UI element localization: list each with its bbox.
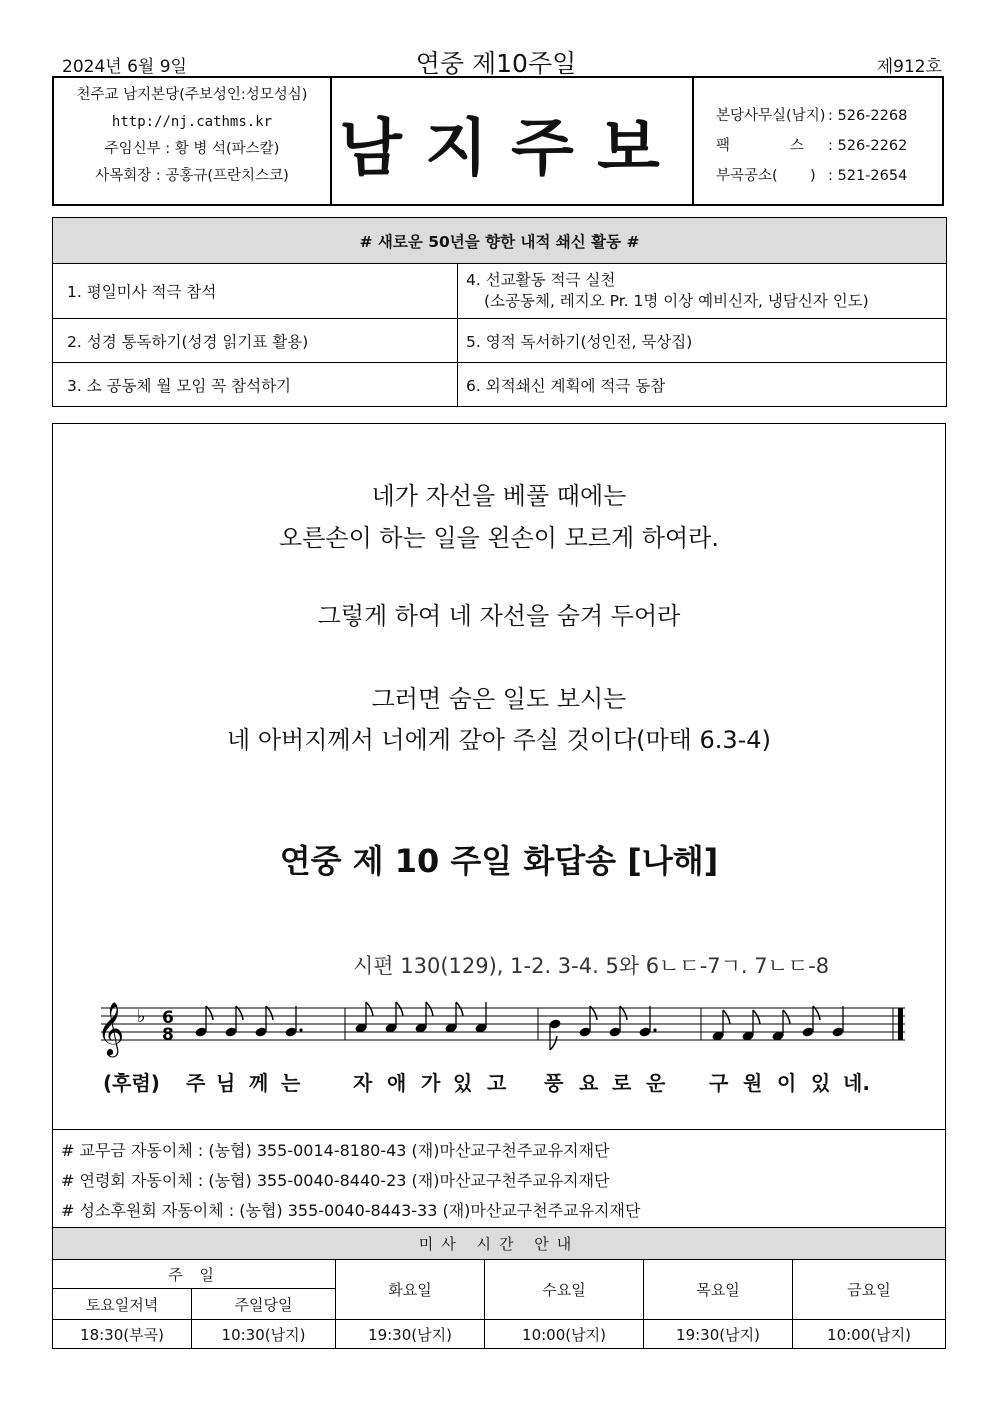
mass-time: 19:30(남지) (644, 1320, 793, 1349)
transfer-line: # 연령회 자동이체 : (농협) 355-0040-8440-23 (재)마산교구천주교유지재단 (61, 1171, 610, 1190)
verse-line: 그러면 숨은 일도 보시는 (371, 685, 627, 713)
verse-line: 오른손이 하는 일을 왼손이 모르게 하여라. (279, 524, 719, 552)
issue-number: 제912호 (876, 57, 942, 77)
lyric-syllable: 께 (249, 1071, 269, 1095)
lyric-syllable: 구 (709, 1071, 729, 1095)
notes (194, 1002, 844, 1050)
activity-2: 2. 성경 통독하기(성경 읽기표 활용) (53, 319, 458, 363)
mass-time: 10:00(남지) (793, 1320, 946, 1349)
activity-6: 6. 외적쇄신 계획에 적극 동참 (458, 363, 947, 407)
lyric-syllable: (후렴) (103, 1071, 160, 1095)
psalm-title: 연중 제 10 주일 화답송 [나해] (279, 842, 719, 880)
mass-time: 10:00(남지) (485, 1320, 644, 1349)
lyric-syllable: 애 (387, 1071, 407, 1095)
contact-mission: 부곡공소( ) : 521-2654 (716, 168, 908, 184)
sunday-header: 주 일 (53, 1260, 336, 1289)
verse-line: 네 아버지께서 너에게 갚아 주실 것이다(마태 6.3-4) (227, 726, 771, 754)
music-staff (83, 992, 913, 1067)
activity-3: 3. 소 공동체 월 모임 꼭 참석하기 (53, 363, 458, 407)
logo-box (330, 78, 694, 204)
transfer-info (52, 1130, 946, 1227)
page-title: 연중 제10주일 (415, 49, 577, 78)
masthead (52, 76, 944, 206)
time-sig-bottom: 8 (162, 1025, 174, 1045)
lyric-syllable: 님 (216, 1071, 236, 1095)
note-dot (299, 1028, 302, 1031)
bulletin-logo: 남지주보 (339, 111, 683, 184)
contact-office: 본당사무실(남지) : 526-2268 (716, 108, 908, 124)
mass-schedule-table (52, 1227, 946, 1349)
lyric-syllable: 있 (453, 1071, 473, 1095)
note-flag (396, 1002, 403, 1016)
parish-name: 천주교 남지본당(주보성인:성모성심) (76, 87, 308, 103)
mass-time: 19:30(남지) (336, 1320, 485, 1349)
parish-website[interactable]: http://nj.cathms.kr (111, 114, 273, 130)
lyric-syllable: 운 (646, 1071, 666, 1095)
transfer-line: # 교무금 자동이체 : (농협) 355-0014-8180-43 (재)마산교구천주교유지재단 (61, 1141, 610, 1160)
bulletin-date: 2024년 6월 9일 (62, 57, 187, 77)
contact-info (694, 78, 944, 204)
day-header: 화요일 (336, 1260, 485, 1320)
note-dot (653, 1028, 656, 1031)
activity-1: 1. 평일미사 적극 참석 (53, 264, 458, 319)
mass-time: 10:30(남지) (192, 1320, 336, 1349)
note-flag (783, 1010, 790, 1024)
day-header: 수요일 (485, 1260, 644, 1320)
note-flag (753, 1010, 760, 1024)
note-flag (550, 1036, 557, 1050)
pastor: 주임신부 : 황 병 석(파스칼) (104, 141, 280, 157)
activities-heading: # 새로운 50년을 향한 내적 쇄신 활동 # (53, 218, 947, 264)
council-president: 사목회장 : 공홍규(프란치스코) (95, 168, 289, 184)
contact-fax: 팩 스 : 526-2262 (716, 138, 908, 154)
lyric-syllable: 고 (487, 1071, 507, 1095)
parish-info (54, 78, 332, 204)
verse-line: 네가 자선을 베풀 때에는 (371, 482, 627, 510)
note-flag (426, 1002, 433, 1016)
sunday-day-header: 주일당일 (192, 1289, 336, 1320)
mass-time: 18:30(부곡) (53, 1320, 192, 1349)
lyric-syllable: 풍 (544, 1071, 564, 1095)
note-flag (366, 1002, 373, 1016)
main-content (52, 423, 946, 1130)
lyric-syllable: 가 (421, 1071, 441, 1095)
lyric-syllable: 주 (186, 1071, 206, 1095)
treble-clef-icon: 𝄞 (97, 1001, 125, 1055)
flat-icon: ♭ (137, 1006, 146, 1027)
activity-4: 4. 선교활동 적극 실천 (소공동체, 레지오 Pr. 1명 이상 예비신자, 냉담신자 인도) (458, 264, 947, 319)
lyric-syllable: 이 (777, 1071, 797, 1095)
sat-evening-header: 토요일저녁 (53, 1289, 192, 1320)
transfer-line: # 성소후원회 자동이체 : (농협) 355-0040-8443-33 (재)마산교구천주교유지재단 (61, 1201, 641, 1220)
lyric-syllable: 는 (281, 1071, 301, 1095)
psalm-reference: 시편 130(129), 1-2. 3-4. 5와 6ㄴㄷ-7ㄱ. 7ㄴㄷ-8 (353, 954, 830, 978)
verse-line: 그렇게 하여 네 자선을 숨겨 두어라 (317, 602, 681, 630)
mass-heading: 미사 시간 안내 (53, 1228, 946, 1260)
activity-5: 5. 영적 독서하기(성인전, 묵상집) (458, 319, 947, 363)
lyric-syllable: 자 (353, 1071, 373, 1095)
activities-table (52, 217, 947, 407)
day-header: 금요일 (793, 1260, 946, 1320)
time-sig-top: 6 (162, 1008, 174, 1028)
note-flag (723, 1010, 730, 1024)
lyric-syllable: 로 (612, 1071, 632, 1095)
note-flag (456, 1002, 463, 1016)
lyric-syllable: 있 (811, 1071, 831, 1095)
lyric-syllable: 요 (579, 1071, 599, 1095)
day-header: 목요일 (644, 1260, 793, 1320)
lyric-syllable: 네. (843, 1071, 870, 1095)
final-barline (898, 1008, 903, 1040)
lyric-syllable: 원 (743, 1071, 763, 1095)
